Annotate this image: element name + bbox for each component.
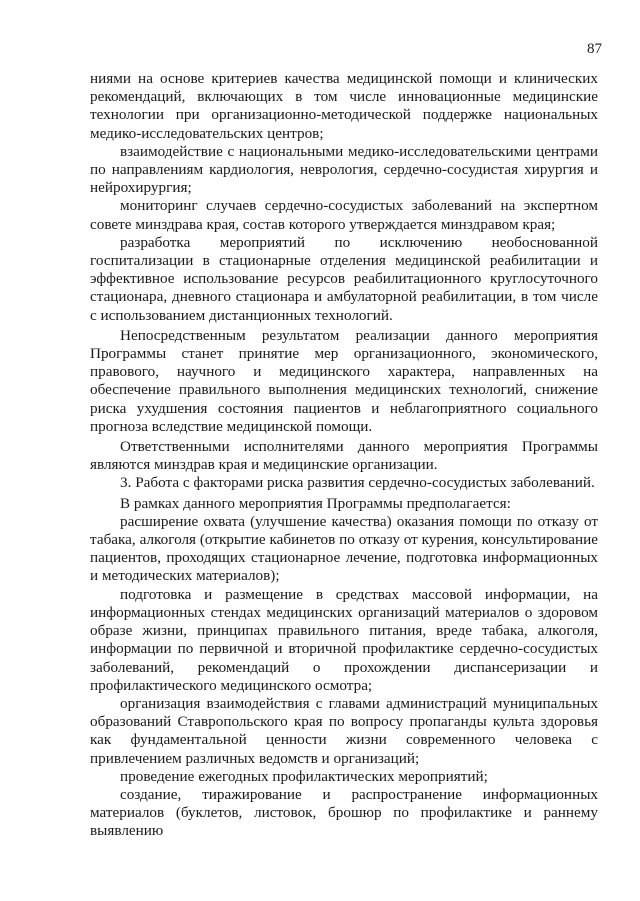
document-body [90, 70, 598, 841]
paragraph-rehabilitation: разработка мероприятий по исключению необоснованной госпитализации в стационарные отделения медицинской реабилитации и эффективное использование ресурсов реабилитационного круглосуточного стационара, дневного стационара и амбулаторной реабилитации, в том числе с использованием дистанционных технологий. [90, 233, 598, 324]
paragraph-expected: В рамках данного мероприятия Программы предполагается: [120, 494, 511, 512]
paragraph-continuation: ниями на основе критериев качества медицинской помощи и клинических рекомендаций, включающих в том числе инновационные медицинские технологии при организационно-методической поддержке национальных медико-исследовательских центров; [90, 70, 598, 142]
page-number: 87 [587, 41, 602, 57]
paragraph-section-3: 3. Работа с факторами риска развития сердечно-сосудистых заболеваний. [120, 474, 595, 492]
paragraph-direct-result: Непосредственным результатом реализации данного мероприятия Программы станет принятие мер организационного, экономического, правового, научного и медицинского характера, направленных на обеспечение правильного выполнения медицинских технологий, снижение риска ухудшения состояния пациентов и неблагоприятного социального прогноза вследствие медицинской помощи. [90, 326, 598, 435]
paragraph-tobacco: расширение охвата (улучшение качества) оказания помощи по отказу от табака, алкоголя (открытие кабинетов по отказу от курения, консультирование пациентов, проходящих стационарное лечение, подготовка информационных и методических материалов); [90, 512, 598, 585]
paragraph-media: подготовка и размещение в средствах массовой информации, на информационных стендах медицинских организаций материалов о здоровом образе жизни, принципах правильного питания, вреде табака, алкоголя, информации по первичной и вторичной профилактике сердечно-сосудистых заболеваний, рекомендаций о прохождении диспансеризации и профилактического медицинского осмотра; [90, 585, 598, 694]
paragraph-info-materials: создание, тиражирование и распространение информационных материалов (буклетов, листовок, брошюр по профилактике и раннему выявлению [90, 785, 598, 840]
paragraph-municipal: организация взаимодействия с главами администраций муниципальных образований Ставропольского края по вопросу пропаганды культа здоровья как фундаментальной ценности жизни современного человека с привлечением различных ведомств и организаций; [90, 694, 598, 767]
paragraph-responsible: Ответственными исполнителями данного мероприятия Программы являются минздрав края и медицинские организации. [90, 438, 598, 474]
paragraph-interaction-centers: взаимодействие с национальными медико-исследовательскими центрами по направлениям кардиология, неврология, сердечно-сосудистая хирургия и нейрохирургия; [90, 142, 598, 197]
paragraph-monitoring: мониторинг случаев сердечно-сосудистых заболеваний на экспертном совете минздрава края, состав которого утверждается минздравом края; [90, 197, 598, 233]
paragraph-annual-events: проведение ежегодных профилактических мероприятий; [120, 767, 488, 785]
